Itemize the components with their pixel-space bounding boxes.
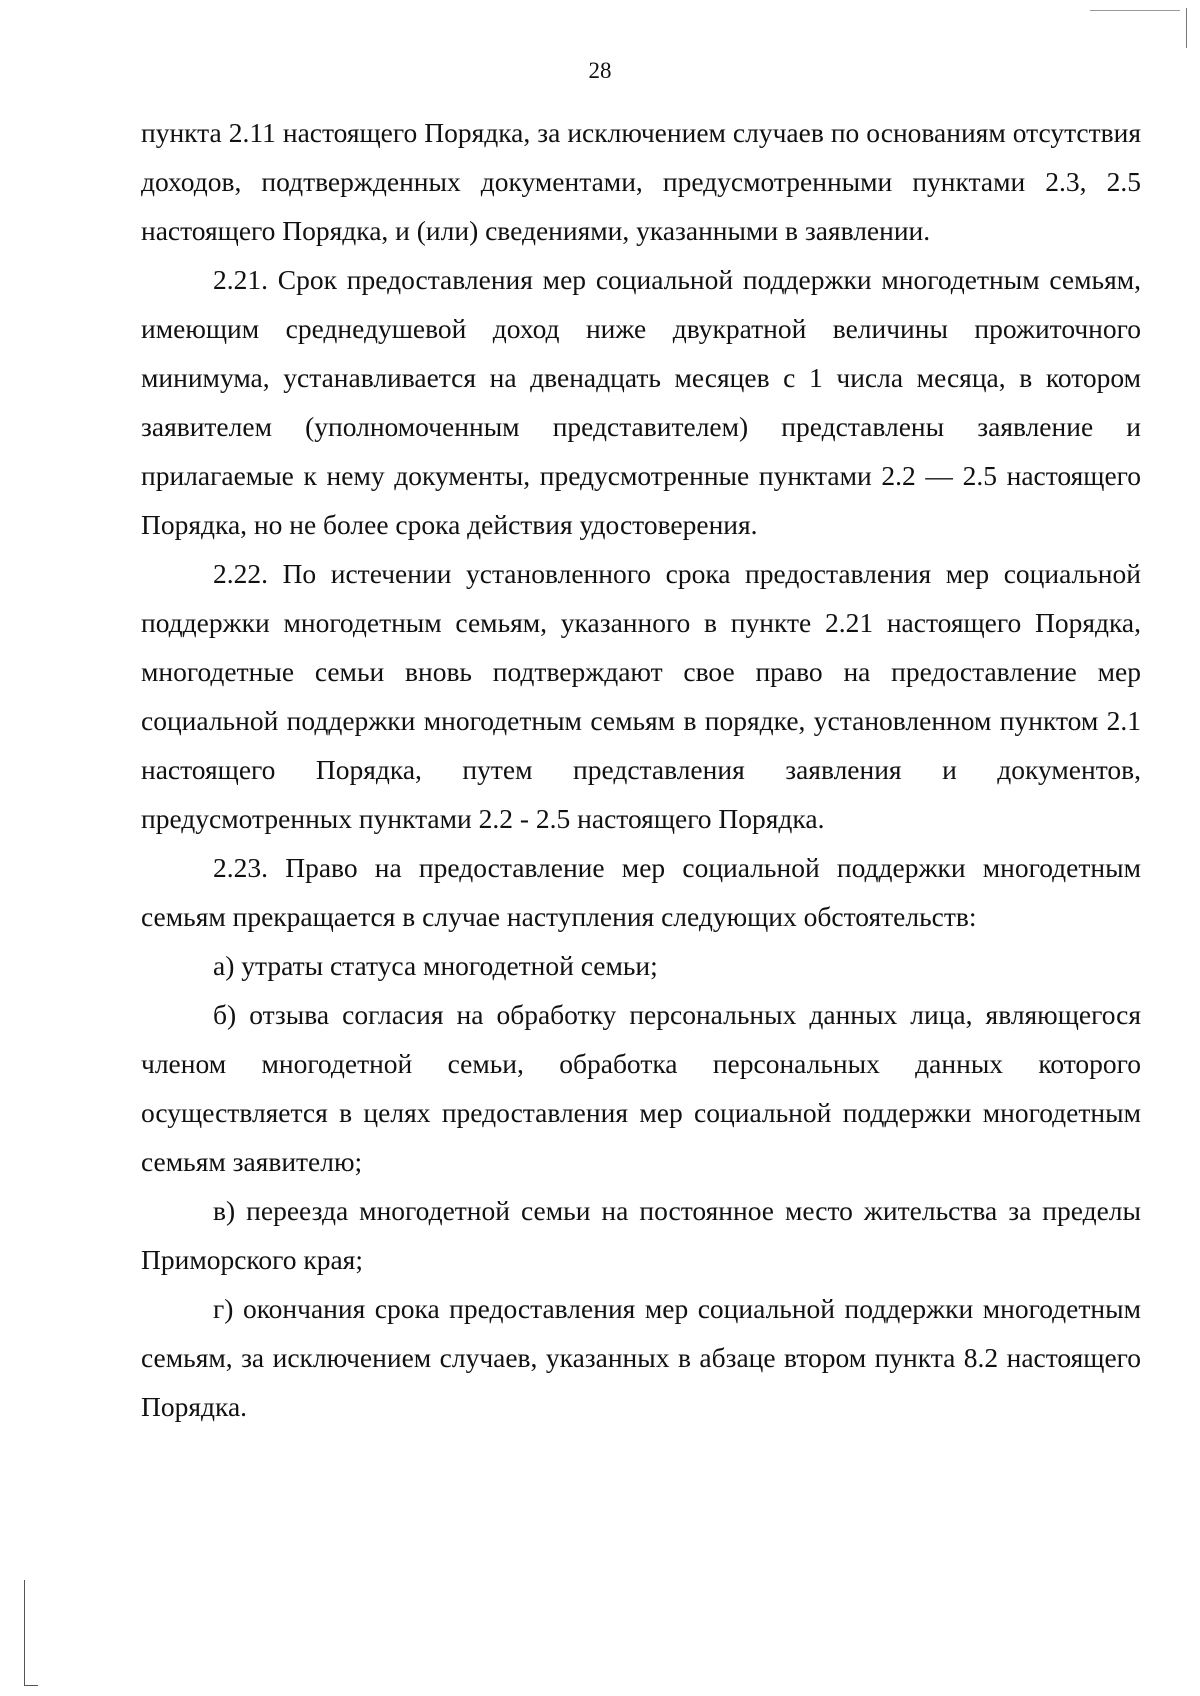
paragraph-clause-2-21: 2.21. Срок предоставления мер социальной поддержки многодетным семьям, имеющим среднедушевой доход ниже двукратной величины прожиточного минимума, устанавливается на двенадцать месяцев с 1 числа месяца, в котором заявителем (уполномоченным представителем) представлены заявление и прилагаемые к нему документы, предусмотренные пунктами 2.2 — 2.5 настоящего Порядка, но не более срока действия удостоверения. bbox=[141, 264, 1141, 540]
list-item-a: а) утраты статуса многодетной семьи; bbox=[213, 950, 658, 981]
paragraph-clause-2-22: 2.22. По истечении установленного срока предоставления мер социальной поддержки многодетным семьям, указанного в пункте 2.21 настоящего Порядка, многодетные семьи вновь подтверждают свое право на предоставление мер социальной поддержки многодетным семьям в порядке, установленном пунктом 2.1 настоящего Порядка, путем представления заявления и документов, предусмотренных пунктами 2.2 - 2.5 настоящего Порядка. bbox=[141, 558, 1141, 834]
scan-edge-right bbox=[1186, 8, 1187, 48]
scan-edge-bottom-left bbox=[24, 1685, 38, 1686]
list-item-g: г) окончания срока предоставления мер социальной поддержки многодетным семьям, за исключением случаев, указанных в абзаце втором пункта 8.2 настоящего Порядка. bbox=[141, 1293, 1141, 1422]
list-item-b: б) отзыва согласия на обработку персональных данных лица, являющегося членом многодетной семьи, обработка персональных данных которого осуществляется в целях предоставления мер социальной поддержки многодетным семьям заявителю; bbox=[141, 999, 1141, 1177]
list-item-v: в) переезда многодетной семьи на постоянное место жительства за пределы Приморского края; bbox=[141, 1195, 1141, 1275]
scan-edge-left-bottom bbox=[24, 1580, 25, 1686]
paragraph-clause-2-23: 2.23. Право на предоставление мер социальной поддержки многодетным семьям прекращается в случае наступления следующих обстоятельств: bbox=[141, 852, 1141, 932]
paragraph-continuation: пункта 2.11 настоящего Порядка, за исключением случаев по основаниям отсутствия доходов, подтвержденных документами, предусмотренными пунктами 2.3, 2.5 настоящего Порядка, и (или) сведениями, указанными в заявлении. bbox=[141, 117, 1141, 246]
document-body bbox=[141, 108, 1141, 1431]
scan-edge-top-right bbox=[1090, 10, 1180, 11]
page-number: 28 bbox=[588, 58, 612, 83]
